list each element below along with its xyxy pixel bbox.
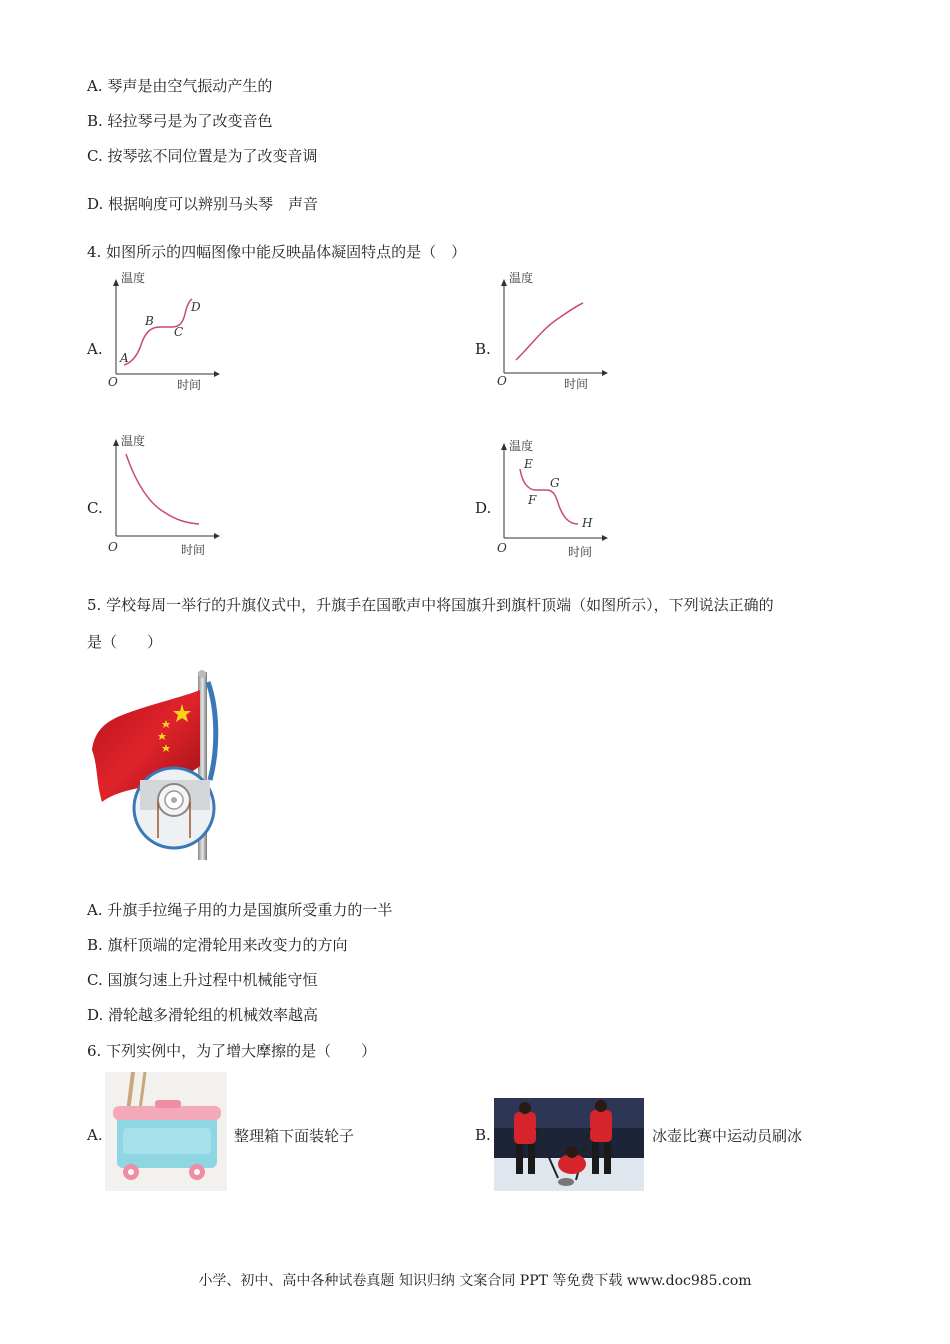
q4-graph-a-point-b: B [145,314,154,328]
q3-option-d: D. 根据响度可以辨别马头琴 声音 [87,195,319,213]
q6-option-b-label: B. [475,1126,491,1144]
q6-option-b-text: 冰壶比赛中运动员刷冰 [652,1127,803,1145]
q4-graph-a-label: A. [87,340,103,358]
q4-graph-a-point-d: D [191,300,201,314]
q5-option-a: A. 升旗手拉绳子用的力是国旗所受重力的一半 [87,901,393,919]
q4-graph-b-origin: O [497,374,507,388]
q4-graph-a [104,272,224,397]
storage-box-picture [105,1072,227,1191]
q4-graph-c-curve [126,454,199,524]
curling-picture [494,1098,644,1191]
q4-graph-b-x-axis: 时间 [564,377,589,391]
page-footer: 小学、初中、高中各种试卷真题 知识归纳 文案合同 PPT 等免费下载 www.doc985.com [198,1273,752,1289]
q3-option-c: C. 按琴弦不同位置是为了改变音调 [87,147,318,165]
q4-graph-c-x-axis: 时间 [181,543,206,557]
q5-option-d: D. 滑轮越多滑轮组的机械效率越高 [87,1006,319,1024]
q4-graph-c [104,432,224,562]
q4-graph-b-curve [516,303,583,360]
q6-stem: 6. 下列实例中，为了增大摩擦的是（ ） [87,1042,377,1060]
q4-graph-d-label: D. [475,499,492,517]
q5-option-c: C. 国旗匀速上升过程中机械能守恒 [87,971,318,989]
q5-option-b: B. 旗杆顶端的定滑轮用来改变力的方向 [87,936,348,954]
q6-option-a-text: 整理箱下面装轮子 [234,1127,355,1145]
q5-stem-line2: 是（ ） [87,633,163,651]
q4-graph-d-point-f: F [528,493,537,507]
q4-graph-d-point-h: H [582,516,593,530]
q4-graph-d-origin: O [497,541,507,555]
q3-option-b: B. 轻拉琴弓是为了改变音色 [87,112,273,130]
q6-option-a-label: A. [87,1126,103,1144]
q4-graph-a-y-axis: 温度 [121,272,146,285]
q3-option-a: A. 琴声是由空气振动产生的 [87,77,273,95]
q4-graph-b-label: B. [475,340,491,358]
q4-stem: 4. 如图所示的四幅图像中能反映晶体凝固特点的是（ ） [87,243,467,261]
q4-graph-b [492,272,612,397]
q4-graph-b-y-axis: 温度 [509,272,534,285]
q4-graph-d [492,436,612,562]
q4-graph-a-x-axis: 时间 [177,378,202,392]
q4-graph-c-label: C. [87,499,103,517]
q4-graph-c-y-axis: 温度 [121,434,146,448]
q4-graph-d-point-g: G [550,476,560,490]
q4-graph-a-point-a: A [120,351,129,365]
flag-pulley-picture [90,670,225,865]
q4-graph-d-x-axis: 时间 [568,545,593,559]
q4-graph-d-point-e: E [524,457,533,471]
q5-stem-line1: 5. 学校每周一举行的升旗仪式中，升旗手在国歌声中将国旗升到旗杆顶端（如图所示），下列说法正确的 [87,596,774,614]
q4-graph-a-point-c: C [174,325,184,339]
q4-graph-c-origin: O [108,540,118,554]
q4-graph-a-origin: O [108,375,118,389]
q4-graph-d-y-axis: 温度 [509,439,534,453]
